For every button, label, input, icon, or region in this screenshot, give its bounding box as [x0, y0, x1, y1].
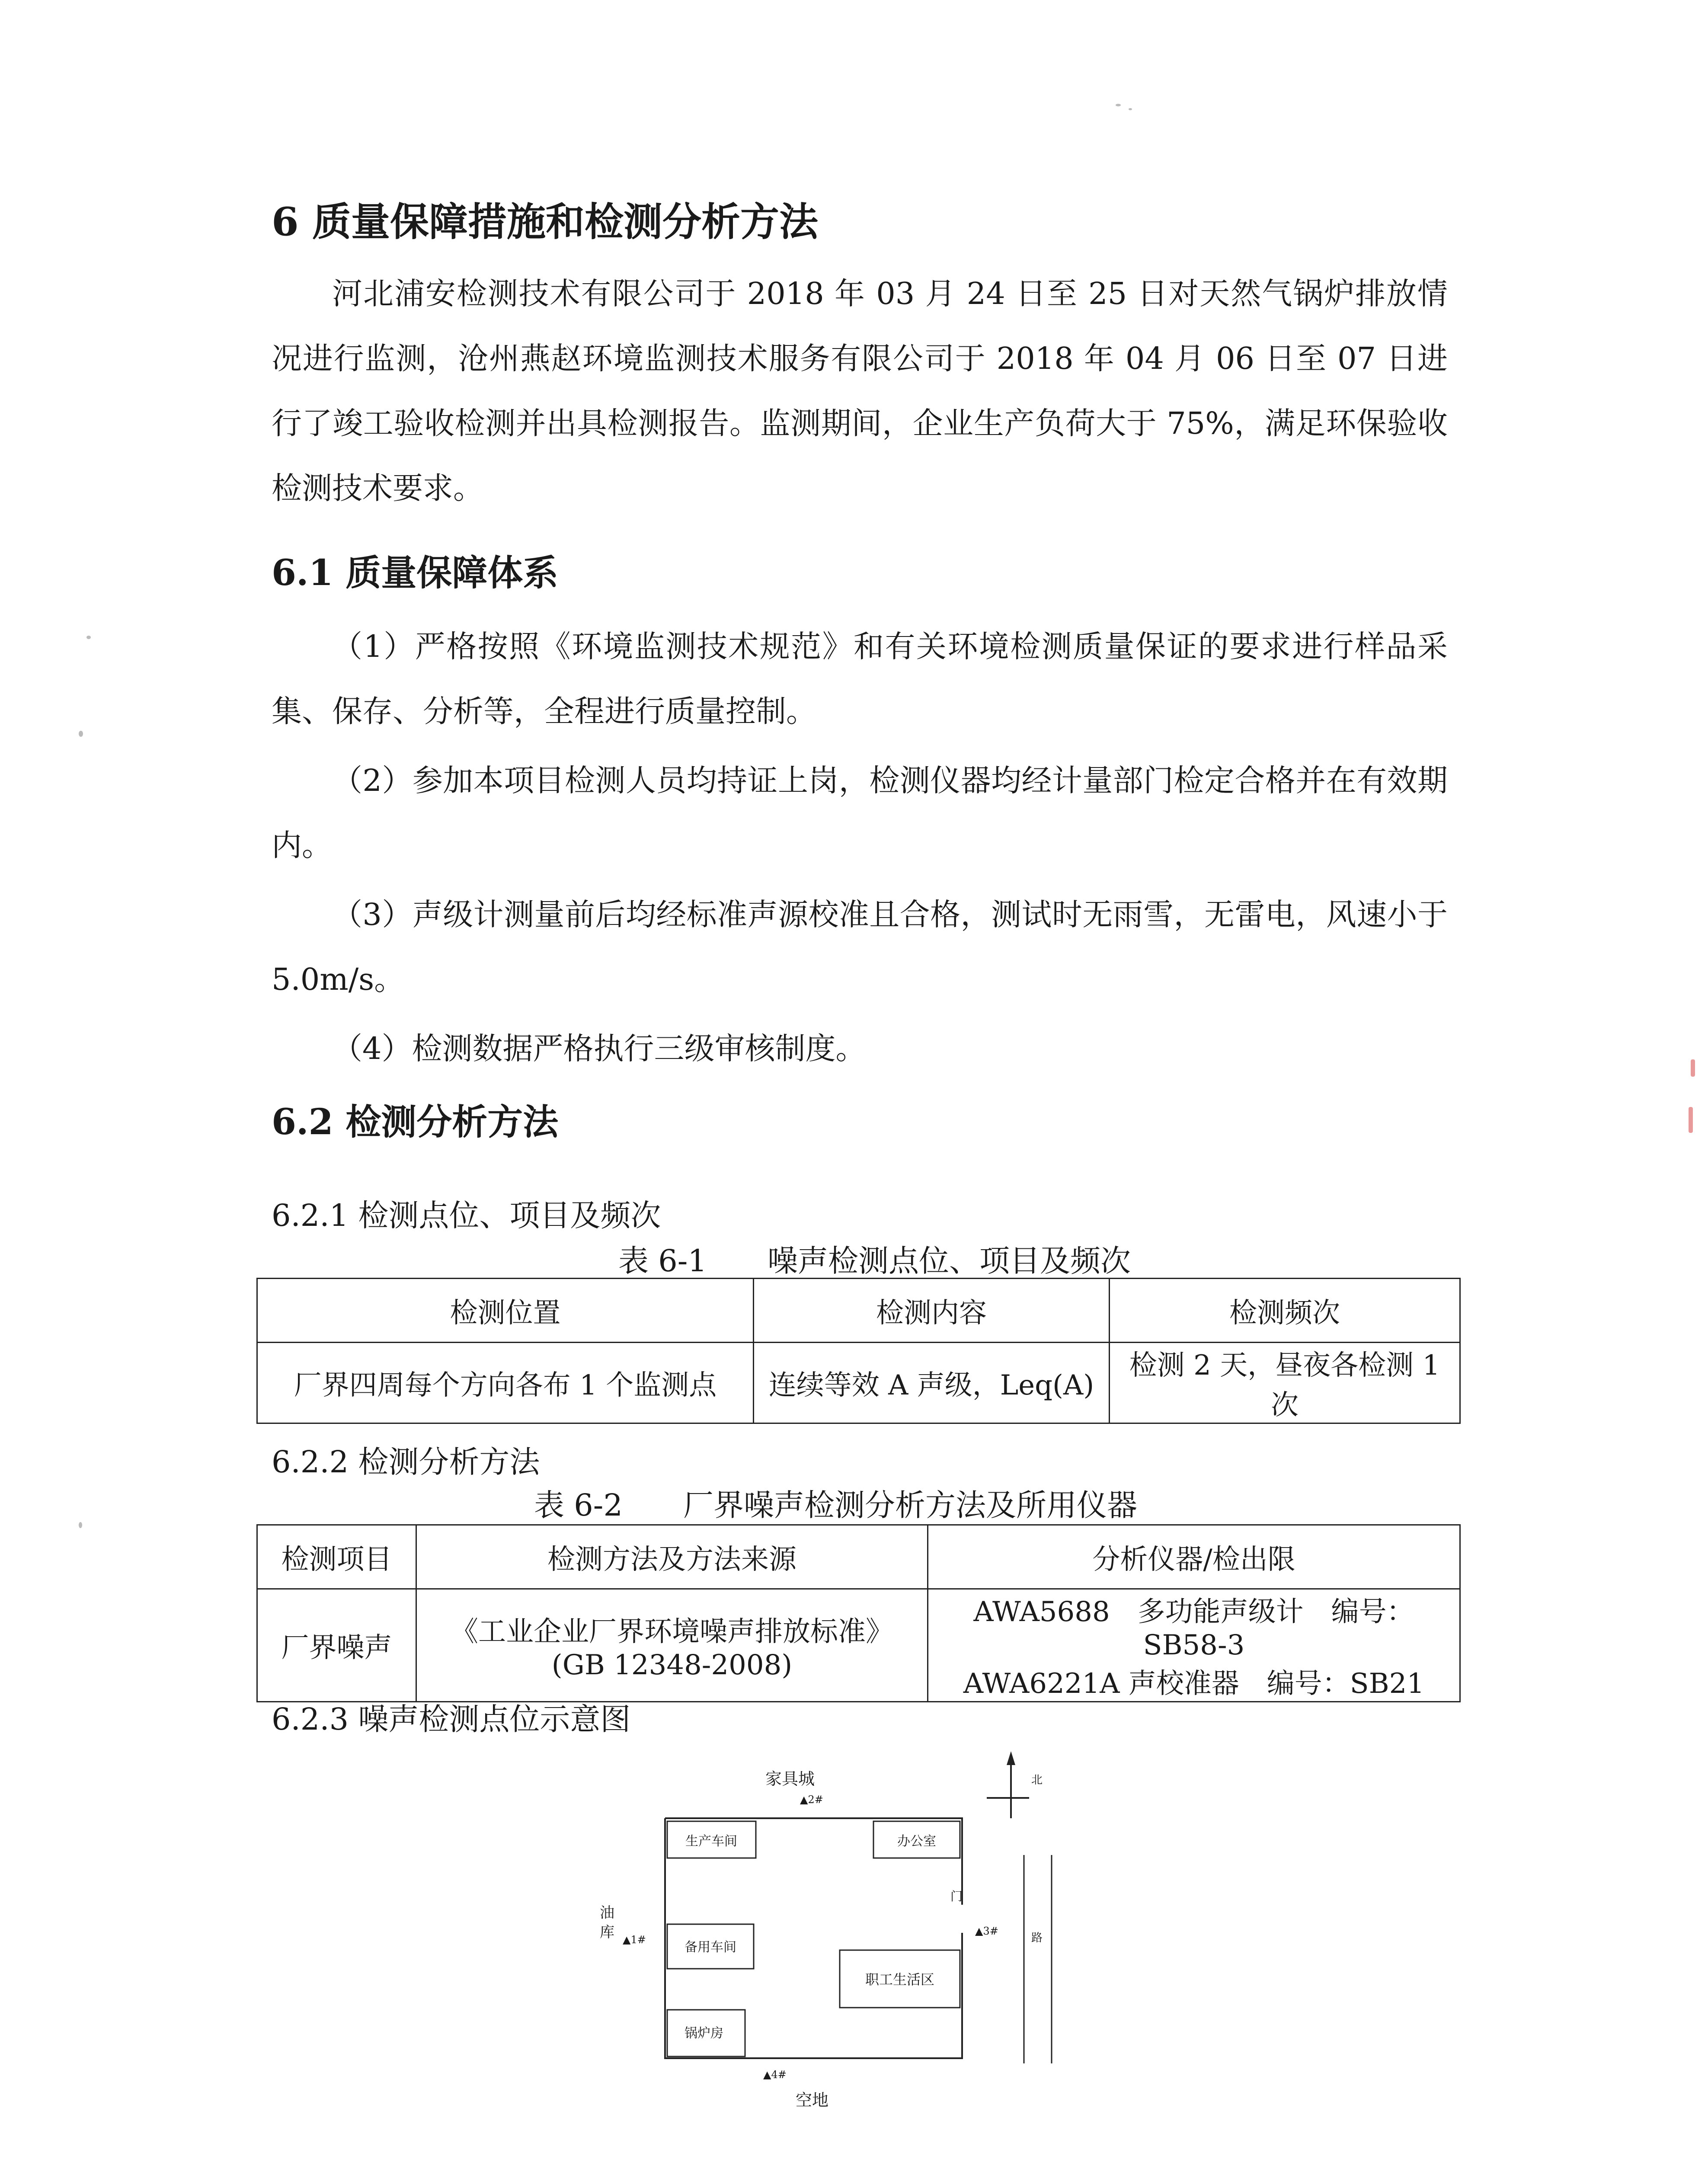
building-label: 生产车间: [685, 1834, 737, 1849]
quality-item-1: （1）严格按照《环境监测技术规范》和有关环境检测质量保证的要求进行样品采集、保存、分析等，全程进行质量控制。: [272, 629, 1448, 729]
table-header-cell: 检测频次: [1110, 1279, 1460, 1343]
table-6-2-caption: 表 6-2 厂界噪声检测分析方法及所用仪器: [534, 1487, 1137, 1523]
quality-item-2: （2）参加本项目检测人员均持证上岗，检测仪器均经计量部门检定合格并在有效期内。: [272, 763, 1448, 863]
road-label: 路: [1031, 1932, 1043, 1945]
noise-point-4: ▲4#: [763, 2069, 787, 2081]
intro-paragraph: 河北浦安检测技术有限公司于 2018 年 03 月 24 日至 25 日对天然气锅炉排放情况进行监测，沧州燕赵环境监测技术服务有限公司于 2018 年 04 月 06 日至 07 日进行了竣工验收检测并出具检测报告。监测期间，企业生产负荷大于 75%，满足环保验收检测技术要求。: [272, 276, 1448, 506]
table-6-2: [256, 1524, 1461, 1702]
instrument-sound-level-meter: AWA5688 多功能声级计 编号：SB58-3: [973, 1596, 1414, 1661]
table-cell: [416, 1589, 928, 1702]
scan-speck: [1116, 104, 1121, 106]
method-standard-name: 《工业企业厂界环境噪声排放标准》: [451, 1616, 893, 1648]
surrounding-top-label: 家具城: [765, 1769, 815, 1788]
table-header-cell: 检测内容: [754, 1279, 1110, 1343]
table-cell: 厂界噪声: [257, 1589, 416, 1702]
north-arrow: [987, 1751, 1043, 1818]
noise-point-diagram: [575, 1751, 1146, 2119]
table-cell: 厂界四周每个方向各布 1 个监测点: [257, 1343, 754, 1423]
section-6-2-1-heading: 6.2.1 检测点位、项目及频次: [272, 1198, 661, 1233]
surrounding-left-label: 库: [600, 1924, 614, 1941]
building-label: 办公室: [897, 1834, 936, 1849]
scan-speck: [1129, 108, 1132, 110]
table-row: [257, 1589, 1460, 1702]
building-label: 锅炉房: [684, 2026, 723, 2041]
table-header-cell: 检测方法及方法来源: [416, 1525, 928, 1589]
table-6-1: [256, 1278, 1461, 1424]
section-6-2-heading: 6.2 检测分析方法: [272, 1101, 559, 1143]
noise-point-1: ▲1#: [623, 1934, 646, 1946]
site-boundary: [665, 1818, 962, 2058]
section-6-heading: 6 质量保障措施和检测分析方法: [272, 199, 818, 245]
gate-label: 门: [950, 1889, 963, 1903]
surrounding-bottom-label: 空地: [796, 2091, 829, 2110]
noise-point-3: ▲3#: [975, 1925, 998, 1937]
building-label: 备用车间: [684, 1940, 736, 1955]
section-6-2-3-heading: 6.2.3 噪声检测点位示意图: [272, 1701, 631, 1737]
table-row: [257, 1343, 1460, 1423]
table-header-row: [257, 1525, 1460, 1589]
quality-item-4: （4）检测数据严格执行三级审核制度。: [332, 1031, 866, 1066]
quality-item-3: （3）声级计测量前后均经标准声源校准且合格，测试时无雨雪，无雷电，风速小于 5.0m/s。: [272, 897, 1448, 997]
scan-speck: [79, 731, 83, 737]
surrounding-left-label: 油: [600, 1904, 614, 1922]
section-6-1-heading: 6.1 质量保障体系: [272, 552, 559, 594]
table-header-cell: 分析仪器/检出限: [928, 1525, 1460, 1589]
table-header-cell: 检测位置: [257, 1279, 754, 1343]
scan-speck: [79, 1522, 82, 1528]
section-6-2-2-heading: 6.2.2 检测分析方法: [272, 1444, 540, 1480]
table-cell: 检测 2 天，昼夜各检测 1 次: [1110, 1343, 1460, 1423]
table-header-cell: 检测项目: [257, 1525, 416, 1589]
noise-point-2: ▲2#: [800, 1794, 823, 1806]
scan-speck: [1691, 1059, 1695, 1077]
table-6-1-caption: 表 6-1 噪声检测点位、项目及频次: [618, 1243, 1131, 1279]
building-label: 职工生活区: [865, 1971, 935, 1988]
north-label: 北: [1031, 1774, 1043, 1787]
table-header-row: [257, 1279, 1460, 1343]
table-cell: [928, 1589, 1460, 1702]
instrument-calibrator: AWA6221A 声校准器 编号：SB21: [963, 1668, 1425, 1700]
scan-speck: [86, 636, 91, 639]
table-cell: 连续等效 A 声级，Leq(A): [754, 1343, 1110, 1423]
scan-speck: [1689, 1107, 1693, 1133]
method-standard-code: (GB 12348-2008): [551, 1649, 793, 1681]
